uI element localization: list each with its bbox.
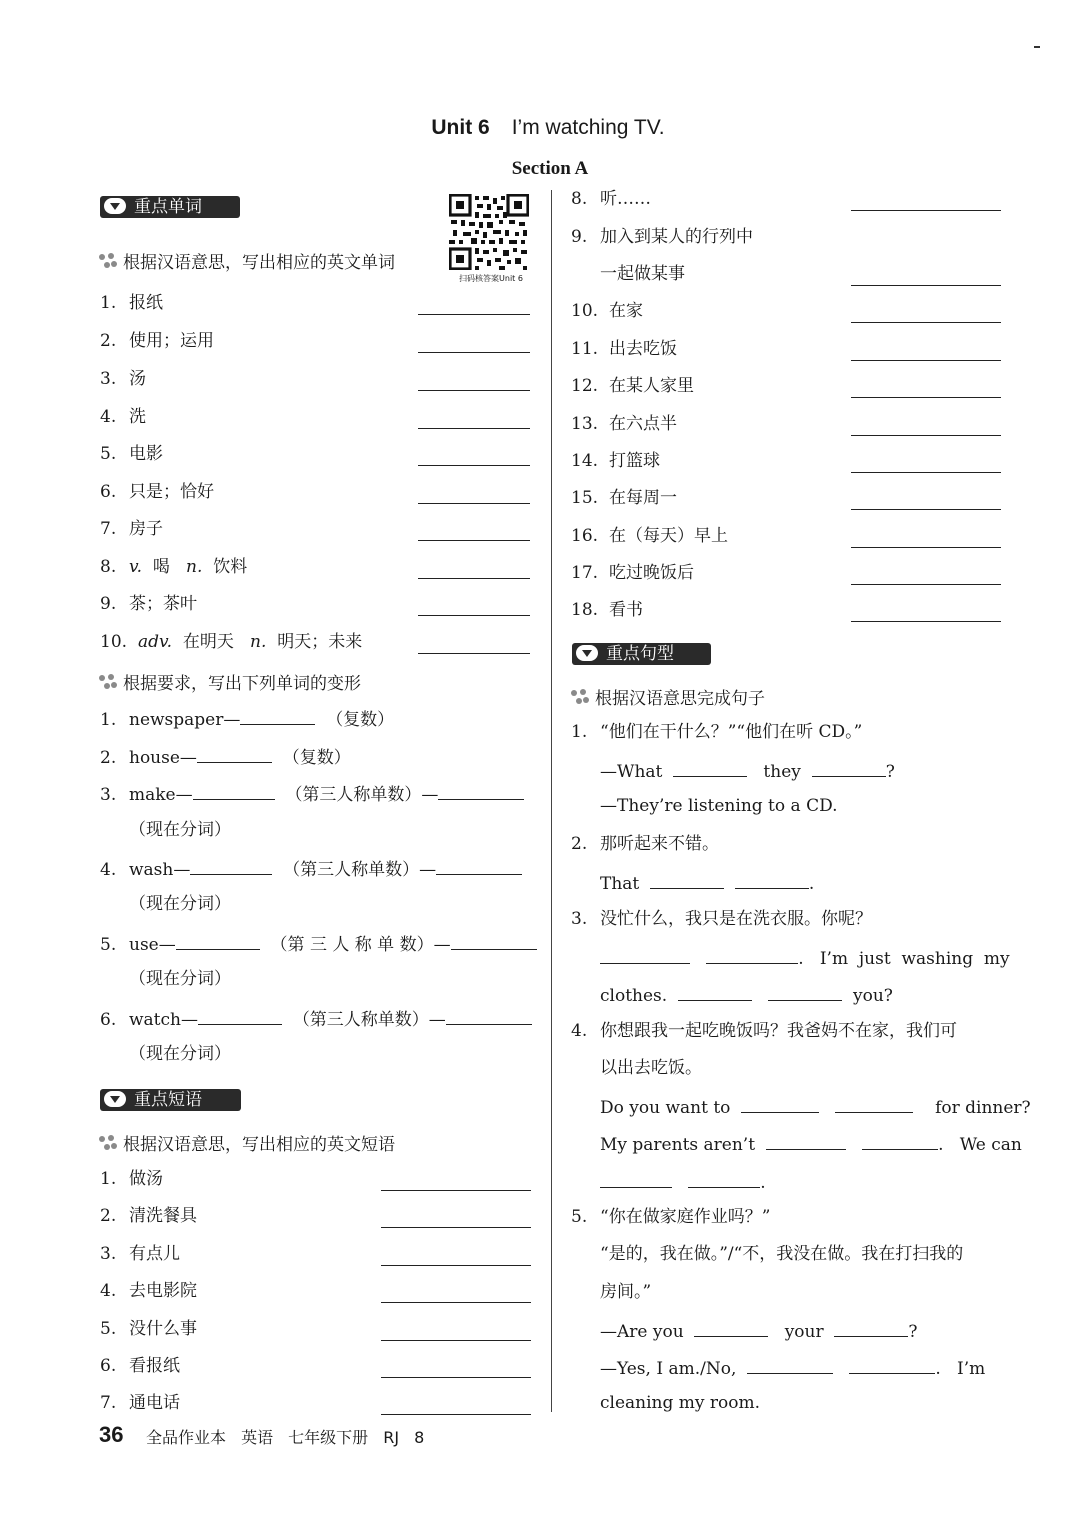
answer-blank[interactable] bbox=[418, 427, 530, 429]
bullet-dots-icon bbox=[99, 1135, 117, 1151]
answer-blank[interactable] bbox=[688, 1167, 760, 1188]
chevron-down-icon bbox=[104, 1091, 126, 1107]
question-5 bbox=[571, 1204, 770, 1230]
item-number: 6. bbox=[100, 1356, 117, 1376]
answer-text: . bbox=[760, 1173, 766, 1193]
answer-blank[interactable] bbox=[747, 1353, 833, 1374]
corner-mark bbox=[1034, 46, 1040, 48]
list-item bbox=[100, 1241, 180, 1267]
question-text-continued: “是的，我在做。”/“不，我没在做。我在打扫我的 bbox=[600, 1244, 964, 1264]
list-item bbox=[100, 1166, 163, 1192]
item-text: 在明天 bbox=[182, 632, 234, 652]
section-title: Section A bbox=[511, 158, 589, 179]
answer-text: . bbox=[808, 874, 815, 894]
bullet-dots-icon bbox=[99, 253, 117, 269]
question-2 bbox=[571, 831, 719, 857]
section-label-text: 重点句型 bbox=[606, 644, 674, 664]
list-item bbox=[100, 404, 146, 430]
item-text: 打篮球 bbox=[609, 451, 660, 471]
section-label-key-phrases bbox=[100, 1089, 241, 1111]
answer-blank[interactable] bbox=[851, 471, 1001, 473]
list-item bbox=[571, 373, 694, 399]
item-text: 在（每天）早上 bbox=[609, 526, 728, 546]
item-text: 看报纸 bbox=[129, 1356, 180, 1376]
answer-line bbox=[600, 980, 893, 1006]
list-item bbox=[100, 1004, 532, 1030]
item-text: 茶；茶叶 bbox=[129, 594, 197, 614]
answer-blank[interactable] bbox=[851, 434, 1001, 436]
answer-text: ? bbox=[908, 1322, 918, 1342]
answer-blank[interactable] bbox=[381, 1376, 531, 1378]
answer-blank[interactable] bbox=[193, 779, 275, 800]
answer-blank[interactable] bbox=[741, 1092, 819, 1113]
item-text: 出去吃饭 bbox=[609, 339, 677, 359]
answer-blank[interactable] bbox=[812, 756, 886, 777]
question-text: 那听起来不错。 bbox=[600, 834, 719, 854]
answer-blank[interactable] bbox=[678, 980, 752, 1001]
list-item bbox=[571, 597, 643, 623]
item-number: 5. bbox=[100, 444, 117, 464]
answer-text: My parents aren’t bbox=[600, 1135, 756, 1155]
answer-blank[interactable] bbox=[418, 351, 530, 353]
item-number: 8. bbox=[100, 557, 117, 577]
answer-blank[interactable] bbox=[851, 321, 1001, 323]
answer-blank[interactable] bbox=[418, 539, 530, 541]
answer-blank[interactable] bbox=[381, 1301, 531, 1303]
item-number: 16. bbox=[571, 526, 599, 546]
answer-blank[interactable] bbox=[851, 546, 1001, 548]
answer-blank[interactable] bbox=[198, 1004, 282, 1025]
item-number: 2. bbox=[100, 1206, 117, 1226]
task-instruction bbox=[99, 1130, 395, 1155]
answer-line bbox=[600, 1092, 1031, 1118]
answer-blank[interactable] bbox=[706, 943, 798, 964]
answer-blank[interactable] bbox=[851, 508, 1001, 510]
answer-blank[interactable] bbox=[446, 1004, 532, 1025]
answer-blank[interactable] bbox=[735, 868, 809, 889]
list-item bbox=[100, 629, 362, 655]
item-number: 1. bbox=[100, 293, 117, 313]
answer-blank[interactable] bbox=[768, 980, 842, 1001]
item-number: 3. bbox=[571, 909, 588, 929]
item-word: make— bbox=[129, 785, 193, 805]
answer-text: That bbox=[600, 874, 640, 894]
list-item bbox=[100, 366, 146, 392]
list-item bbox=[571, 560, 694, 586]
answer-blank[interactable] bbox=[197, 742, 272, 763]
answer-line bbox=[600, 1167, 766, 1193]
answer-line bbox=[600, 1316, 918, 1342]
item-word: watch— bbox=[129, 1010, 198, 1030]
item-text: 吃过晚饭后 bbox=[609, 563, 694, 583]
list-item bbox=[100, 290, 163, 316]
column-divider bbox=[551, 190, 552, 1412]
list-item bbox=[100, 1203, 197, 1229]
item-number: 9. bbox=[571, 227, 588, 247]
item-text: 洗 bbox=[129, 407, 146, 427]
item-number: 12. bbox=[571, 376, 599, 396]
item-text: 在六点半 bbox=[609, 414, 677, 434]
answer-blank[interactable] bbox=[849, 1353, 935, 1374]
list-item bbox=[100, 328, 214, 354]
item-number: 5. bbox=[100, 935, 117, 955]
item-text: 在某人家里 bbox=[609, 376, 694, 396]
answer-blank[interactable] bbox=[650, 868, 724, 889]
item-text: 房子 bbox=[129, 519, 163, 539]
answer-blank[interactable] bbox=[834, 1316, 908, 1337]
answer-line: —They’re listening to a CD. bbox=[600, 796, 838, 816]
answer-text: —Yes, I am./No, bbox=[600, 1359, 737, 1379]
answer-blank[interactable] bbox=[381, 1339, 531, 1341]
answer-text: —What bbox=[600, 762, 663, 782]
item-number: 1. bbox=[100, 710, 117, 730]
item-note: （第 三 人 称 单 数）— bbox=[270, 935, 451, 955]
answer-blank[interactable] bbox=[418, 464, 530, 466]
answer-line bbox=[600, 1129, 1022, 1155]
item-word: newspaper— bbox=[129, 710, 241, 730]
answer-text: —Are you bbox=[600, 1322, 684, 1342]
answer-blank[interactable] bbox=[240, 704, 315, 725]
item-number: 1. bbox=[571, 722, 588, 742]
answer-text: you? bbox=[853, 986, 893, 1006]
item-word: use— bbox=[129, 935, 176, 955]
answer-blank[interactable] bbox=[381, 1264, 531, 1266]
item-note: （第三人称单数）— bbox=[285, 785, 439, 805]
list-item bbox=[571, 523, 728, 549]
answer-text: . bbox=[935, 1359, 941, 1379]
item-continuation: （现在分词） bbox=[129, 820, 231, 840]
answer-blank[interactable] bbox=[766, 1129, 846, 1150]
list-item bbox=[100, 1353, 180, 1379]
question-text: 没忙什么，我只是在洗衣服。你呢？ bbox=[600, 909, 872, 929]
item-text: 在每周一 bbox=[609, 488, 677, 508]
instruction-text: 根据汉语意思完成句子 bbox=[595, 689, 765, 709]
answer-blank[interactable] bbox=[835, 1092, 913, 1113]
item-number: 1. bbox=[100, 1169, 117, 1189]
unit-label: Unit 6 bbox=[431, 116, 490, 139]
list-item bbox=[571, 224, 753, 250]
footer-text: 全品作业本 英语 七年级下册 RJ 8 bbox=[146, 1428, 425, 1447]
item-number: 15. bbox=[571, 488, 599, 508]
answer-text: Do you want to bbox=[600, 1098, 731, 1118]
answer-text: I’m just washing my bbox=[819, 949, 1010, 969]
answer-blank[interactable] bbox=[418, 313, 530, 315]
item-text: 使用；运用 bbox=[129, 331, 214, 351]
item-text: 明天；未来 bbox=[277, 632, 363, 652]
item-number: 11. bbox=[571, 339, 599, 359]
list-item bbox=[571, 298, 643, 324]
item-number: 4. bbox=[100, 407, 117, 427]
list-item bbox=[100, 441, 163, 467]
qr-code bbox=[449, 194, 529, 270]
task-instruction bbox=[571, 684, 765, 709]
list-item bbox=[100, 554, 247, 580]
item-number: 7. bbox=[100, 519, 117, 539]
section-label-text: 重点短语 bbox=[134, 1090, 202, 1110]
qr-caption: 扫码核答案Unit 6 bbox=[459, 274, 523, 283]
item-text: 电影 bbox=[129, 444, 163, 464]
list-item bbox=[100, 1390, 180, 1416]
item-number: 6. bbox=[100, 1010, 117, 1030]
list-item bbox=[100, 742, 351, 768]
list-item bbox=[571, 336, 677, 362]
list-item bbox=[100, 516, 163, 542]
answer-blank[interactable] bbox=[451, 929, 537, 950]
bullet-dots-icon bbox=[99, 674, 117, 690]
question-1 bbox=[571, 719, 862, 745]
item-text: 报纸 bbox=[129, 293, 163, 313]
item-text: 通电话 bbox=[129, 1393, 180, 1413]
question-3 bbox=[571, 906, 872, 932]
answer-blank[interactable] bbox=[418, 614, 530, 616]
answer-blank[interactable] bbox=[381, 1413, 531, 1415]
item-number: 2. bbox=[100, 331, 117, 351]
answer-text: they bbox=[763, 762, 801, 782]
item-word: wash— bbox=[129, 860, 191, 880]
item-text: 有点儿 bbox=[129, 1244, 180, 1264]
instruction-text: 根据汉语意思，写出相应的英文短语 bbox=[123, 1135, 395, 1155]
item-number: 5. bbox=[571, 1207, 588, 1227]
item-number: 8. bbox=[571, 189, 588, 209]
answer-blank[interactable] bbox=[851, 396, 1001, 398]
answer-blank[interactable] bbox=[418, 389, 530, 391]
item-word: house— bbox=[129, 748, 197, 768]
answer-blank[interactable] bbox=[190, 854, 272, 875]
instruction-text: 根据汉语意思，写出相应的英文单词 bbox=[123, 253, 395, 273]
answer-line bbox=[600, 756, 895, 782]
chevron-down-icon bbox=[104, 198, 126, 214]
answer-blank[interactable] bbox=[418, 502, 530, 504]
question-text: “他们在干什么？”“他们在听 CD。” bbox=[600, 722, 863, 742]
list-item bbox=[100, 591, 197, 617]
item-text: 只是；恰好 bbox=[129, 482, 214, 502]
answer-text: for dinner? bbox=[935, 1098, 1031, 1118]
unit-name: I’m watching TV. bbox=[511, 116, 665, 139]
item-text: 做汤 bbox=[129, 1169, 163, 1189]
item-continuation: （现在分词） bbox=[129, 1044, 231, 1064]
list-item bbox=[571, 186, 651, 212]
answer-blank[interactable] bbox=[176, 929, 260, 950]
item-number: 2. bbox=[100, 748, 117, 768]
item-number: 3. bbox=[100, 369, 117, 389]
task-instruction bbox=[99, 248, 395, 273]
answer-text: I’m bbox=[957, 1359, 986, 1379]
question-text: “你在做家庭作业吗？” bbox=[600, 1207, 771, 1227]
item-text: 没什么事 bbox=[129, 1319, 197, 1339]
item-number: 10. bbox=[100, 632, 128, 652]
item-note: （第三人称单数）— bbox=[292, 1010, 446, 1030]
item-text: 汤 bbox=[129, 369, 146, 389]
section-label-text: 重点单词 bbox=[134, 197, 202, 217]
answer-blank[interactable] bbox=[600, 943, 690, 964]
task-instruction bbox=[99, 669, 361, 694]
page-number: 36 bbox=[99, 1422, 124, 1447]
item-continuation: （现在分词） bbox=[129, 894, 231, 914]
item-text: 清洗餐具 bbox=[129, 1206, 197, 1226]
answer-blank[interactable] bbox=[851, 583, 1001, 585]
item-number: 7. bbox=[100, 1393, 117, 1413]
item-number: 4. bbox=[571, 1021, 588, 1041]
part-of-speech: n. bbox=[250, 632, 267, 652]
item-note: （复数） bbox=[326, 710, 395, 730]
bullet-dots-icon bbox=[571, 689, 589, 705]
list-item bbox=[100, 854, 522, 880]
list-item bbox=[100, 1278, 197, 1304]
part-of-speech: n. bbox=[186, 557, 203, 577]
answer-line: cleaning my room. bbox=[600, 1393, 761, 1413]
item-continuation: （现在分词） bbox=[129, 969, 231, 989]
item-number: 2. bbox=[571, 834, 588, 854]
item-number: 5. bbox=[100, 1319, 117, 1339]
answer-blank[interactable] bbox=[851, 284, 1001, 286]
item-text: 看书 bbox=[609, 600, 643, 620]
item-note: （复数） bbox=[282, 748, 351, 768]
item-number: 17. bbox=[571, 563, 599, 583]
item-number: 4. bbox=[100, 860, 117, 880]
answer-blank[interactable] bbox=[851, 620, 1001, 622]
list-item bbox=[571, 411, 677, 437]
section-label-key-sentences bbox=[572, 643, 711, 665]
answer-blank[interactable] bbox=[851, 209, 1001, 211]
answer-text: We can bbox=[959, 1135, 1022, 1155]
answer-blank[interactable] bbox=[436, 854, 522, 875]
part-of-speech: v. bbox=[129, 557, 142, 577]
answer-text: ? bbox=[885, 762, 895, 782]
item-number: 18. bbox=[571, 600, 599, 620]
item-text: 喝 bbox=[152, 557, 170, 577]
item-number: 10. bbox=[571, 301, 599, 321]
question-text-continued: 以出去吃饭。 bbox=[600, 1058, 702, 1078]
answer-blank[interactable] bbox=[862, 1129, 938, 1150]
answer-blank[interactable] bbox=[694, 1316, 768, 1337]
item-number: 9. bbox=[100, 594, 117, 614]
answer-line bbox=[600, 868, 814, 894]
item-text: 去电影院 bbox=[129, 1281, 197, 1301]
question-4 bbox=[571, 1018, 957, 1044]
item-text: 在家 bbox=[609, 301, 643, 321]
chevron-down-icon bbox=[576, 645, 598, 661]
list-item bbox=[100, 779, 524, 805]
part-of-speech: adv. bbox=[138, 632, 173, 652]
item-text: 听…… bbox=[600, 189, 651, 209]
answer-text: . bbox=[938, 1135, 944, 1155]
question-text: 你想跟我一起吃晚饭吗？我爸妈不在家，我们可 bbox=[600, 1021, 957, 1041]
question-text-continued: 房间。” bbox=[600, 1282, 652, 1302]
answer-blank[interactable] bbox=[418, 577, 530, 579]
list-item bbox=[571, 448, 660, 474]
item-number: 14. bbox=[571, 451, 599, 471]
answer-blank[interactable] bbox=[600, 1167, 672, 1188]
answer-text: clothes. bbox=[600, 986, 668, 1006]
item-number: 13. bbox=[571, 414, 599, 434]
item-text: 加入到某人的行列中 bbox=[600, 227, 753, 247]
item-number: 6. bbox=[100, 482, 117, 502]
section-label-key-words bbox=[100, 196, 240, 218]
item-number: 3. bbox=[100, 785, 117, 805]
list-item bbox=[100, 1316, 197, 1342]
unit-title bbox=[0, 116, 1080, 140]
list-item bbox=[100, 929, 537, 955]
answer-blank[interactable] bbox=[381, 1226, 531, 1228]
answer-blank[interactable] bbox=[673, 756, 747, 777]
list-item bbox=[571, 485, 677, 511]
answer-text: . bbox=[798, 949, 804, 969]
item-note: （第三人称单数）— bbox=[283, 860, 437, 880]
list-item bbox=[100, 704, 394, 730]
answer-text: your bbox=[784, 1322, 824, 1342]
answer-blank[interactable] bbox=[381, 1189, 531, 1191]
instruction-text: 根据要求，写出下列单词的变形 bbox=[123, 674, 361, 694]
list-item bbox=[100, 479, 214, 505]
answer-blank[interactable] bbox=[438, 779, 524, 800]
item-number: 4. bbox=[100, 1281, 117, 1301]
item-text: 饮料 bbox=[213, 557, 248, 577]
answer-blank[interactable] bbox=[418, 652, 530, 654]
item-number: 3. bbox=[100, 1244, 117, 1264]
answer-line bbox=[600, 943, 1010, 969]
answer-line bbox=[600, 1353, 985, 1379]
answer-blank[interactable] bbox=[851, 359, 1001, 361]
item-continuation: 一起做某事 bbox=[600, 264, 685, 284]
